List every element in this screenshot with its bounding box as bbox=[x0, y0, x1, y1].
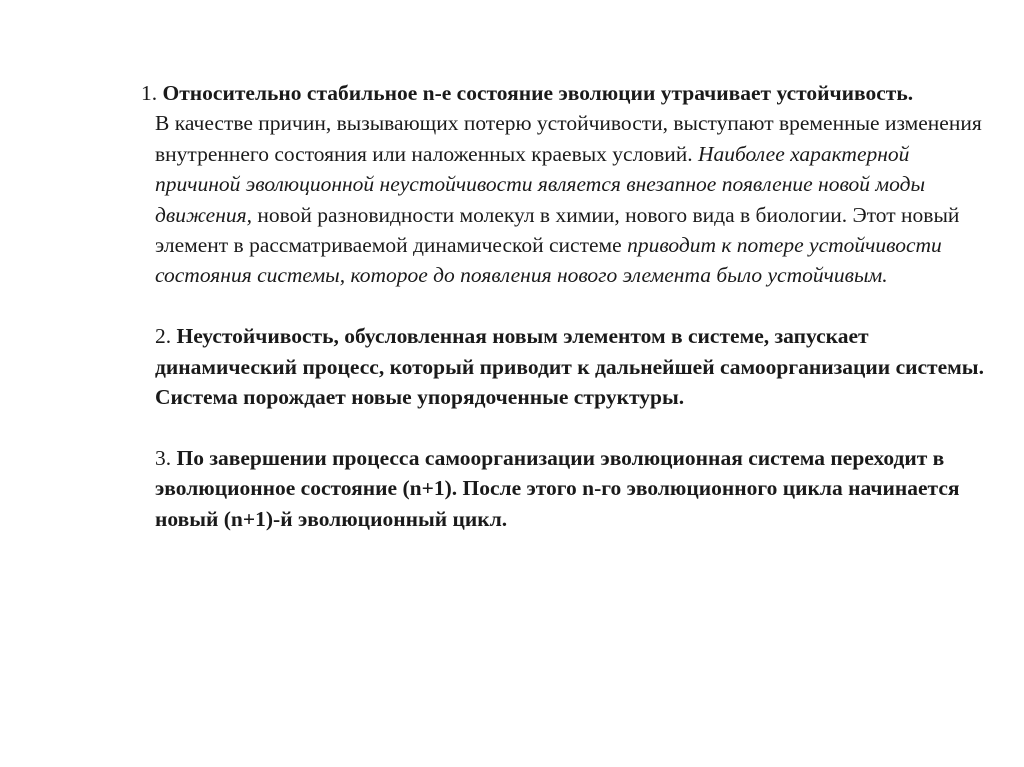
item-2-number: 2. bbox=[155, 324, 177, 349]
item-1-italic-a: Наиболее характерной причиной эволюционной неустойчивости является внезапное появление новой моды движения, bbox=[155, 141, 926, 227]
item-1-italic-b: приводит к потере устойчивости состояния системы, которое до появления нового элемента было устойчивым. bbox=[155, 233, 942, 288]
item-1-text-a: В качестве причин, вызывающих потерю устойчивости, выступают временные изменения внутреннего состояния или наложенных краевых условий. bbox=[155, 111, 982, 166]
item-1-heading: Относительно стабильное n-е состояние эволюции утрачивает устойчивость. bbox=[162, 81, 914, 105]
spacer bbox=[155, 412, 995, 442]
item-3-text: По завершении процесса самоорганизации эволюционная система переходит в эволюционное состояние (n+1). После этого n-го эволюционного цикла начинается новый (n+1)-й эволюционный цикл. bbox=[155, 445, 960, 531]
item-2 bbox=[155, 321, 995, 412]
item-3 bbox=[155, 443, 995, 534]
item-3-number: 3. bbox=[155, 445, 177, 470]
slide-text bbox=[141, 78, 995, 534]
spacer bbox=[155, 291, 995, 321]
item-1 bbox=[141, 78, 995, 291]
item-1-text-b: новой разновидности молекул в химии, нового вида в биологии. Этот новый элемент в рассматриваемой динамической системе bbox=[155, 202, 960, 258]
item-1-number: 1. bbox=[141, 81, 163, 105]
item-2-text: Неустойчивость, обусловленная новым элементом в системе, запускает динамический процесс, который приводит к дальнейшей самоорганизации системы. Система порождает новые упорядоченные структуры. bbox=[155, 324, 984, 410]
